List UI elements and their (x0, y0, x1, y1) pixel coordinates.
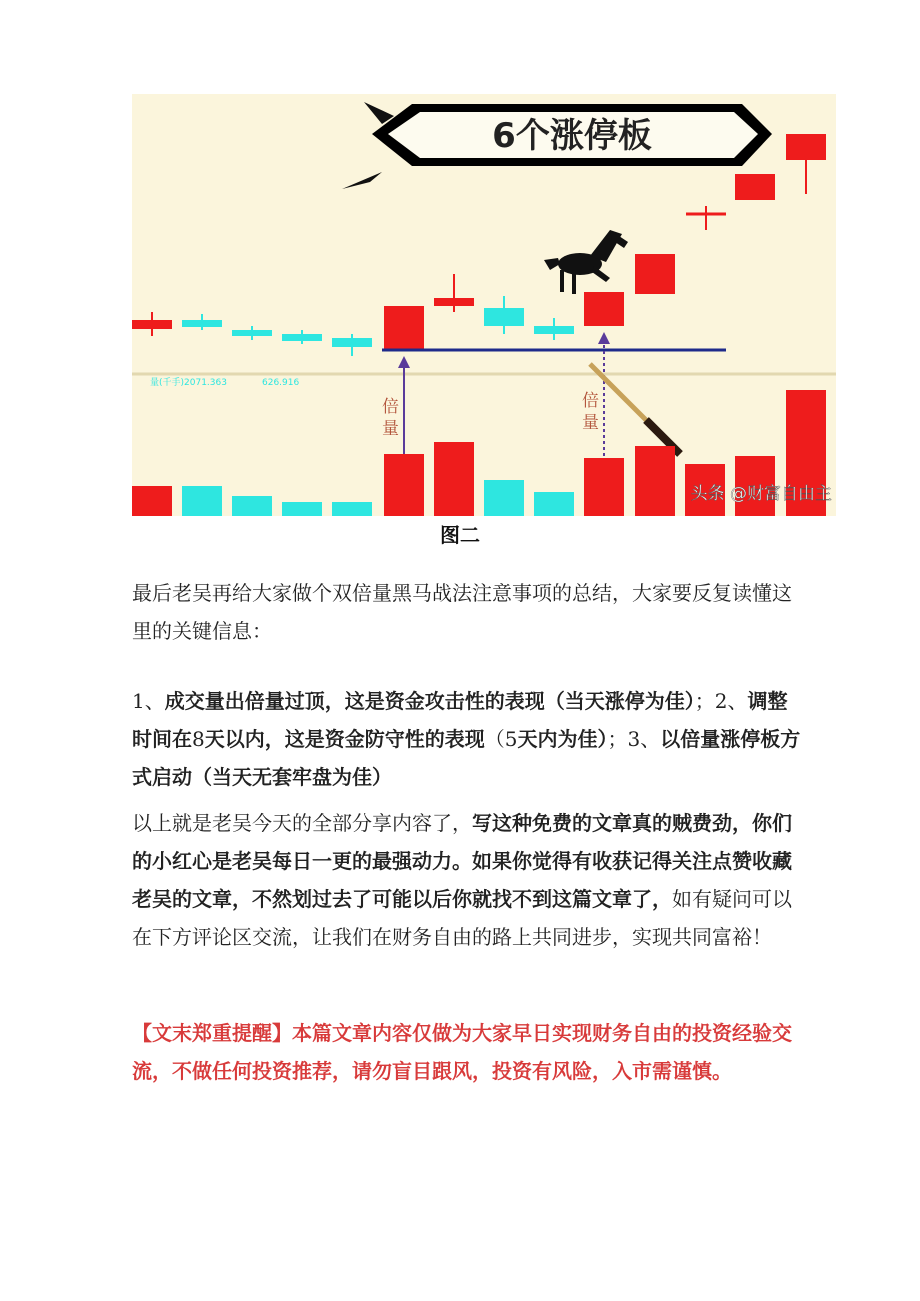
price-candle (384, 306, 424, 350)
point-number: 8 (192, 727, 205, 751)
banner-title: 6个涨停板 (492, 116, 652, 156)
key-points-paragraph (132, 682, 804, 796)
intro-text: 最后老吴再给大家做个双倍量黑马战法注意事项的总结，大家要反复读懂这里的关键信息： (132, 581, 792, 643)
volume-bar (282, 502, 322, 516)
volume-bar (332, 502, 372, 516)
double-volume-label: 倍 量 (382, 397, 399, 439)
volume-bar (434, 442, 474, 516)
price-candle (182, 320, 222, 327)
price-candle (434, 298, 474, 306)
closing-paragraph (132, 804, 800, 956)
price-candle (132, 320, 172, 329)
price-candle (484, 308, 524, 326)
price-candle (735, 174, 775, 200)
watermark: 头条 @财富自由主 (690, 484, 832, 504)
volume-bar (484, 480, 524, 516)
price-candle (282, 334, 322, 341)
point-text: 以倍量涨停板方式启动（当天无套牢盘为佳） (132, 727, 801, 789)
chart-figure (132, 94, 836, 516)
point-number: 1、 (132, 689, 165, 713)
volume-bar (584, 458, 624, 516)
point-text: 调整时间在 (132, 689, 788, 751)
closing-bold-text: 写这种免费的文章真的贼费劲，你们的小红心是老吴每日一更的最强动力。如果你觉得有收获记得关注点赞收藏老吴的文章，不然划过去了可能以后你就找不到这篇文章了， (132, 811, 792, 911)
point-number: （5 (484, 727, 518, 751)
price-candle (786, 134, 826, 160)
volume-value: 626.916 (262, 378, 300, 388)
price-candle (534, 326, 574, 334)
disclaimer-paragraph (132, 1014, 800, 1090)
price-candle (584, 292, 624, 326)
price-candle (332, 338, 372, 347)
volume-bar (534, 492, 574, 516)
price-candle (232, 330, 272, 336)
summary-intro-paragraph (132, 574, 800, 650)
point-text: 成交量出倍量过顶，这是资金攻击性的表现（当天涨停为佳） (164, 689, 695, 713)
point-text: 天内为佳） (517, 727, 608, 751)
candlestick-chart (132, 94, 836, 516)
volume-label: 量(千手)2071.363 (150, 378, 227, 388)
closing-text: 以上就是老吴今天的全部分享内容了， (132, 811, 472, 835)
volume-bar (384, 454, 424, 516)
volume-bar (635, 446, 675, 516)
figure-caption: 图二 (440, 523, 480, 547)
closing-text: 如有疑问可以在下方评论区交流，让我们在财务自由的路上共同进步，实现共同富裕！ (132, 887, 792, 949)
point-number: ；2、 (694, 689, 748, 713)
point-number: ；3、 (607, 727, 661, 751)
double-volume-label: 倍 量 (582, 391, 599, 433)
price-candle (635, 254, 675, 294)
disclaimer-text: 【文末郑重提醒】本篇文章内容仅做为大家早日实现财务自由的投资经验交流，不做任何投资推荐，请勿盲目跟风，投资有风险，入市需谨慎。 (132, 1021, 792, 1083)
volume-bar (132, 486, 172, 516)
volume-bar (182, 486, 222, 516)
point-text: 天以内，这是资金防守性的表现 (204, 727, 485, 751)
volume-bar (232, 496, 272, 516)
